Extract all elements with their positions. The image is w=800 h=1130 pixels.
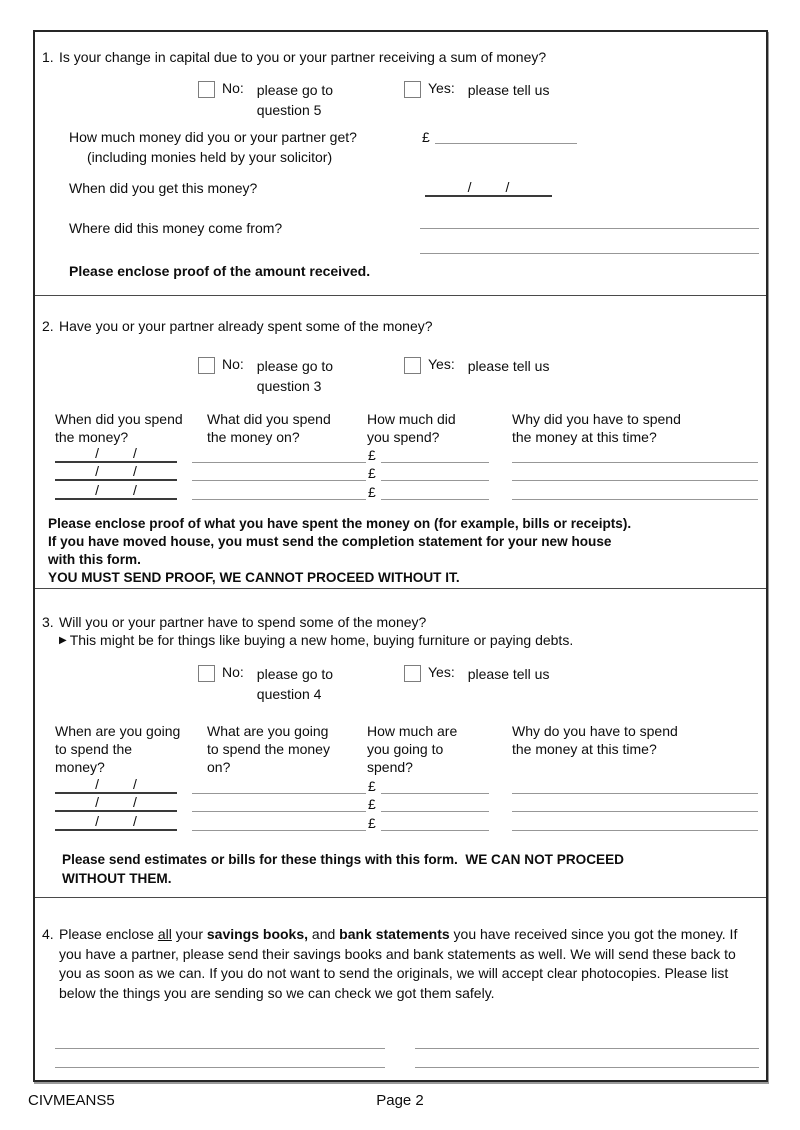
question-3-heading (42, 614, 426, 630)
triangle-bullet-icon: ▶ (59, 635, 67, 646)
q2-r2-currency-symbol: £ (368, 465, 376, 481)
question-3-hint (59, 632, 573, 649)
question-3-options (198, 664, 549, 704)
question-2-number: 2. (42, 318, 54, 334)
q1-no-option (198, 80, 404, 120)
date-slash: / (95, 482, 99, 498)
q2-r1-currency-symbol: £ (368, 447, 376, 463)
question-1-section (35, 32, 766, 296)
q3-col-header-when: When are you going to spend the money? (55, 723, 181, 775)
q1-date-input-line[interactable] (425, 178, 552, 197)
q3-r2-currency-symbol: £ (368, 796, 376, 812)
q3-r3-amount-input[interactable] (381, 814, 489, 831)
question-3-number: 3. (42, 614, 54, 630)
q2-col-header-when: When did you spend the money? (55, 411, 183, 445)
q3-col-header-howmuch: How much are you going to spend? (367, 723, 458, 775)
question-2-section (35, 296, 766, 589)
date-slash: / (95, 445, 99, 461)
question-4-section (35, 898, 766, 1081)
q1-no-action-text: please go to question 5 (256, 82, 334, 118)
date-slash: / (133, 482, 137, 498)
question-3-text: Will you or your partner have to spend some of the money? (59, 614, 427, 630)
q2-yes-option (404, 356, 549, 396)
q3-yes-option (404, 664, 549, 704)
q2-r1-what-input[interactable] (192, 446, 366, 463)
q4-list-input-right-1[interactable] (415, 1032, 759, 1049)
q3-r3-what-input[interactable] (192, 814, 366, 831)
q4-list-input-left-2[interactable] (55, 1051, 385, 1068)
q3-r1-currency-symbol: £ (368, 778, 376, 794)
question-4-text (59, 925, 759, 1003)
q4-seg-mid2: and (308, 926, 340, 942)
q1-amount-input-line[interactable] (435, 127, 577, 144)
q2-no-option (198, 356, 404, 396)
q3-no-option (198, 664, 404, 704)
q3-r1-amount-input[interactable] (381, 777, 489, 794)
q3-r2-why-input[interactable] (512, 795, 758, 812)
date-slash: / (467, 179, 472, 195)
question-4-paragraph (42, 925, 759, 1003)
q3-r2-what-input[interactable] (192, 795, 366, 812)
q3-r2-amount-input[interactable] (381, 795, 489, 812)
q2-col-header-why: Why did you have to spend the money at this time? (512, 411, 681, 445)
q4-list-input-left-1[interactable] (55, 1032, 385, 1049)
q3-r3-currency-symbol: £ (368, 815, 376, 831)
q4-seg-bank-bold: bank statements (339, 926, 450, 942)
question-3-hint-text: This might be for things like buying a new home, buying furniture or paying debts. (69, 632, 574, 648)
q4-list-input-right-2[interactable] (415, 1051, 759, 1068)
q2-r2-date-input[interactable] (55, 462, 177, 481)
q2-yes-action-text: please tell us (467, 358, 550, 374)
q2-r1-amount-input[interactable] (381, 446, 489, 463)
q3-col-header-why: Why do you have to spend the money at this time? (512, 723, 678, 757)
date-slash: / (133, 794, 137, 810)
date-slash: / (133, 776, 137, 792)
q1-proof-note: Please enclose proof of the amount received. (69, 263, 371, 279)
q1-when-label: When did you get this money? (69, 180, 258, 196)
q2-r1-why-input[interactable] (512, 446, 758, 463)
q2-r1-date-input[interactable] (55, 444, 177, 463)
q4-seg-mid1: your (171, 926, 207, 942)
q4-seg-intro: Please enclose (59, 926, 158, 942)
date-slash: / (133, 445, 137, 461)
date-slash: / (95, 463, 99, 479)
date-slash: / (505, 179, 510, 195)
form-reference-code: CIVMEANS5 (28, 1092, 115, 1109)
q2-yes-checkbox[interactable] (404, 357, 421, 374)
q1-yes-action-text: please tell us (467, 82, 550, 98)
q4-seg-savings-bold: savings books, (206, 926, 309, 942)
q1-yes-option (404, 80, 549, 120)
question-1-number: 1. (42, 49, 54, 65)
q2-no-checkbox[interactable] (198, 357, 215, 374)
question-1-options (198, 80, 549, 120)
question-3-section (35, 589, 766, 898)
form-border-box (33, 30, 768, 1082)
q4-seg-all-underlined: all (157, 926, 172, 942)
question-1-heading (42, 49, 546, 65)
q2-r3-currency-symbol: £ (368, 484, 376, 500)
q1-where-label: Where did this money come from? (69, 220, 283, 236)
question-2-text: Have you or your partner already spent some of the money? (59, 318, 433, 334)
page-number: Page 2 (376, 1092, 424, 1109)
q1-currency-symbol: £ (422, 129, 430, 145)
q1-no-label: No: (222, 80, 244, 96)
date-slash: / (95, 794, 99, 810)
date-slash: / (133, 463, 137, 479)
question-1-text: Is your change in capital due to you or your partner receiving a sum of money? (59, 49, 547, 65)
q3-yes-action-text: please tell us (467, 666, 550, 682)
question-2-heading (42, 318, 433, 334)
q4-seg-rest: you have received since you got the money. If you have a partner, please send their savings books and bank statements as well. We will send these back to you as soon as we can. If you do not want to send the originals, we will accept clear photocopies. Please list below the things you are sending so we can check we got them safely. (59, 926, 738, 1001)
q3-no-checkbox[interactable] (198, 665, 215, 682)
q3-r3-why-input[interactable] (512, 814, 758, 831)
q2-r2-why-input[interactable] (512, 464, 758, 481)
q3-r2-date-input[interactable] (55, 793, 177, 812)
q1-amount-note: (including monies held by your solicitor) (87, 149, 333, 165)
q3-r3-date-input[interactable] (55, 812, 177, 831)
q3-r1-date-input[interactable] (55, 775, 177, 794)
q2-proof-warning: Please enclose proof of what you have spent the money on (for example, bills or receipts). If you have moved house, you must send the completion statement for your new house with this form. YOU MUST SEND PROOF, WE CANNOT PROCEED WITHOUT IT. (48, 516, 632, 585)
q3-r1-why-input[interactable] (512, 777, 758, 794)
q2-no-label: No: (222, 356, 244, 372)
q1-yes-checkbox[interactable] (404, 81, 421, 98)
q3-yes-label: Yes: (428, 664, 455, 680)
q2-r3-date-input[interactable] (55, 481, 177, 500)
question-4-number: 4. (42, 926, 54, 942)
q3-proof-warning: Please send estimates or bills for these things with this form. WE CAN NOT PROCEED WITHOUT THEM. (62, 852, 624, 886)
q2-r2-what-input[interactable] (192, 464, 366, 481)
q3-no-action-text: please go to question 4 (256, 666, 334, 702)
q2-r3-why-input[interactable] (512, 483, 758, 500)
q3-no-label: No: (222, 664, 244, 680)
q2-r3-what-input[interactable] (192, 483, 366, 500)
q2-yes-label: Yes: (428, 356, 455, 372)
date-slash: / (95, 776, 99, 792)
q3-yes-checkbox[interactable] (404, 665, 421, 682)
q1-where-input-line-2[interactable] (420, 237, 759, 254)
q1-amount-label: How much money did you or your partner get? (69, 129, 357, 145)
q3-col-header-what: What are you going to spend the money on? (207, 723, 330, 775)
date-slash: / (95, 813, 99, 829)
q1-yes-label: Yes: (428, 80, 455, 96)
q2-col-header-what: What did you spend the money on? (207, 411, 331, 445)
q2-col-header-howmuch: How much did you spend? (367, 411, 456, 445)
q2-r3-amount-input[interactable] (381, 483, 489, 500)
q3-r1-what-input[interactable] (192, 777, 366, 794)
q1-where-input-line-1[interactable] (420, 212, 759, 229)
q1-no-checkbox[interactable] (198, 81, 215, 98)
q2-no-action-text: please go to question 3 (256, 358, 334, 394)
date-slash: / (133, 813, 137, 829)
q2-r2-amount-input[interactable] (381, 464, 489, 481)
question-2-options (198, 356, 549, 396)
